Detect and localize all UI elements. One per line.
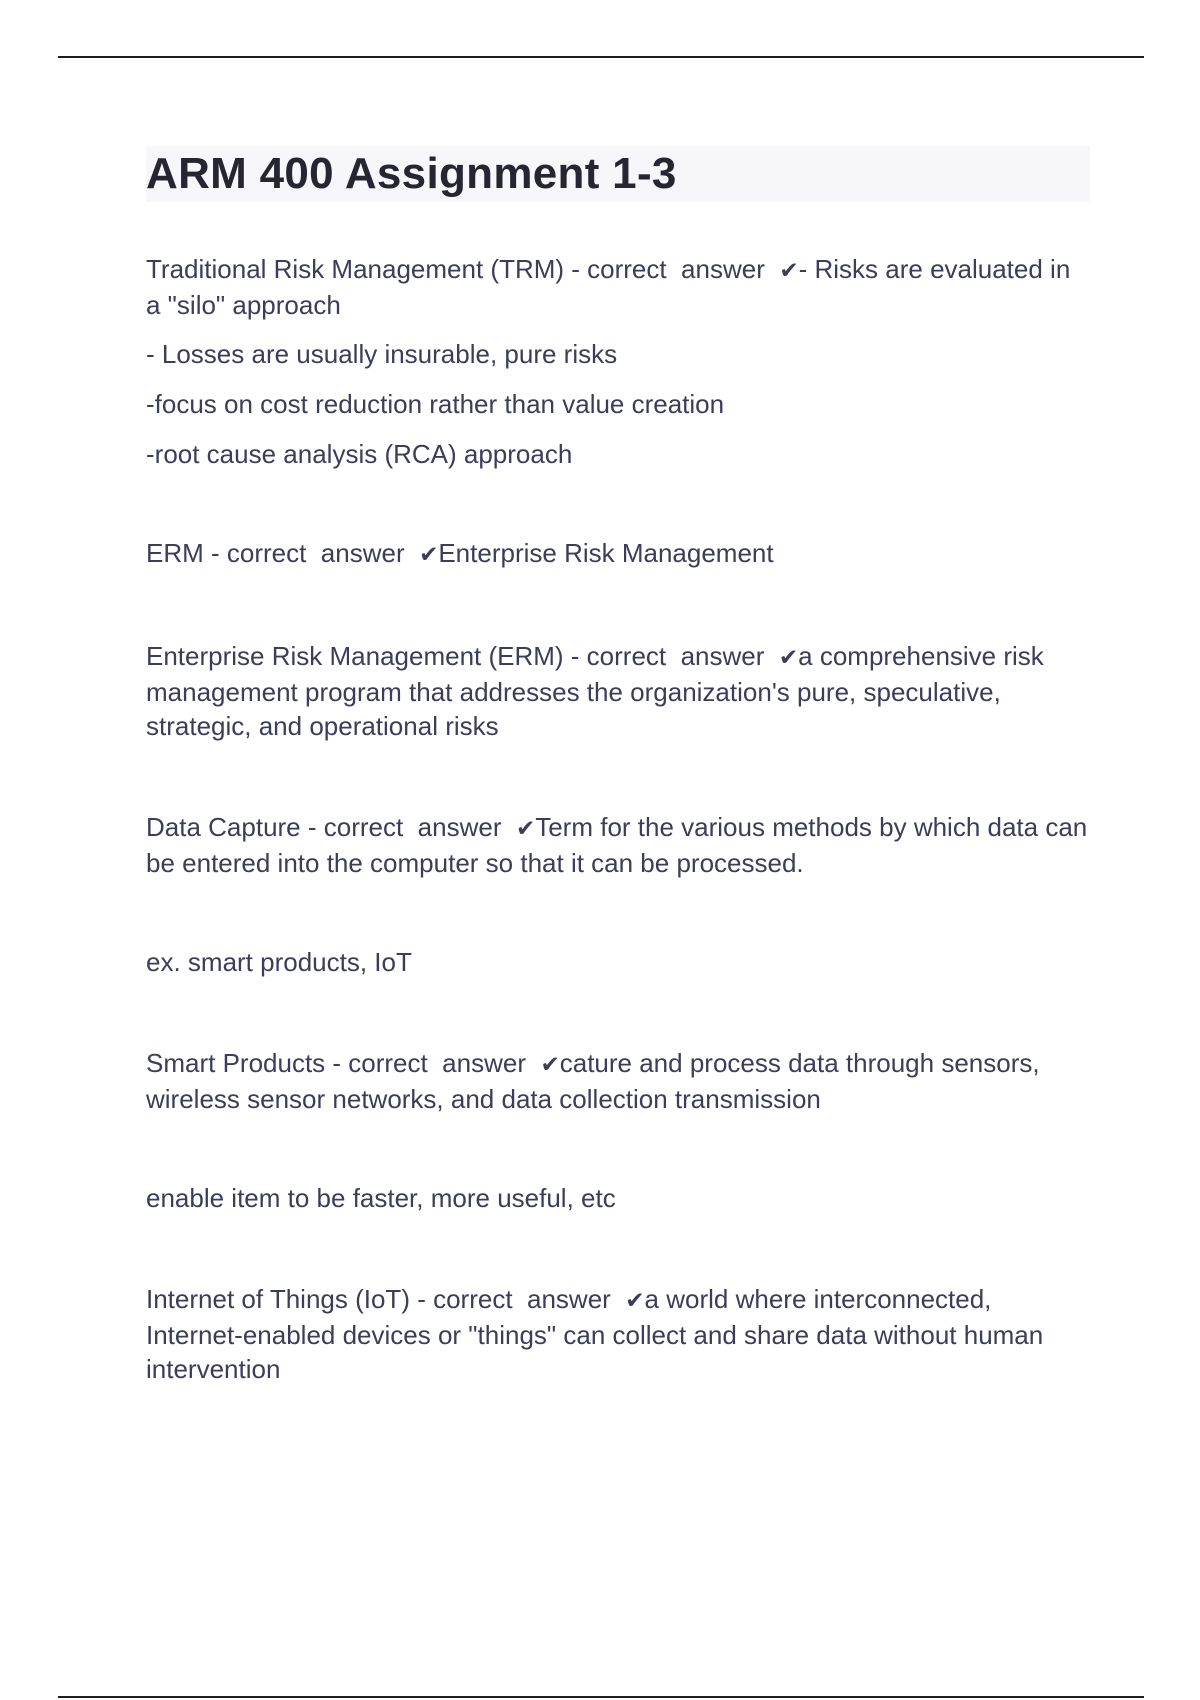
term: Smart Products [146,1048,326,1078]
term: Internet of Things (IoT) [146,1284,410,1314]
term: Traditional Risk Management (TRM) [146,254,565,284]
note-line: -focus on cost reduction rather than value creation [146,389,725,419]
document-title: ARM 400 Assignment 1-3 [146,149,677,198]
answer: Term for the various methods by which data can be entered into the computer so that it can be processed. [146,812,1088,878]
note-line: -root cause analysis (RCA) approach [146,439,573,469]
term: Data Capture [146,812,301,842]
answer: - Risks are evaluated in a "silo" approach [146,254,1071,320]
qa-entry-trm [146,252,1090,322]
checkmark-icon: ✔ [419,542,439,568]
checkmark-icon: ✔ [515,816,536,842]
note-line: ex. smart products, IoT [146,947,412,977]
qa-entry-enterprise-risk-management [146,639,1090,743]
answer: cature and process data through sensors, wireless sensor networks, and data collection transmission [146,1048,1040,1114]
qa-entry-data-capture [146,810,1090,880]
answer-separator: - correct answer [325,1048,541,1078]
answer-separator: - correct answer [203,538,420,568]
term: ERM [146,538,204,568]
checkmark-icon: ✔ [778,645,799,671]
answer: a comprehensive risk management program that addresses the organization's pure, speculative, strategic, and operational risks [146,641,1044,741]
checkmark-icon: ✔ [540,1052,560,1078]
answer-separator: - correct answer [409,1284,626,1314]
checkmark-icon: ✔ [779,258,799,284]
answer-separator: - correct answer [563,641,779,671]
answer: a world where interconnected, Internet-enabled devices or "things" can collect and share data without human intervention [146,1284,1044,1384]
header-rule [58,56,1144,58]
answer: Enterprise Risk Management [438,538,774,568]
answer-separator: - correct answer [300,812,516,842]
term: Enterprise Risk Management (ERM) [146,641,564,671]
title-band [146,146,1090,202]
qa-entry-smart-products [146,1046,1090,1116]
note-line: - Losses are usually insurable, pure risks [146,339,618,369]
checkmark-icon: ✔ [625,1288,645,1314]
qa-entry-internet-of-things [146,1282,1090,1386]
note-line: enable item to be faster, more useful, etc [146,1183,616,1213]
document-body [146,146,1090,1386]
qa-entry-erm [146,536,1090,572]
footer-rule [58,1696,1144,1698]
answer-separator: - correct answer [564,254,780,284]
